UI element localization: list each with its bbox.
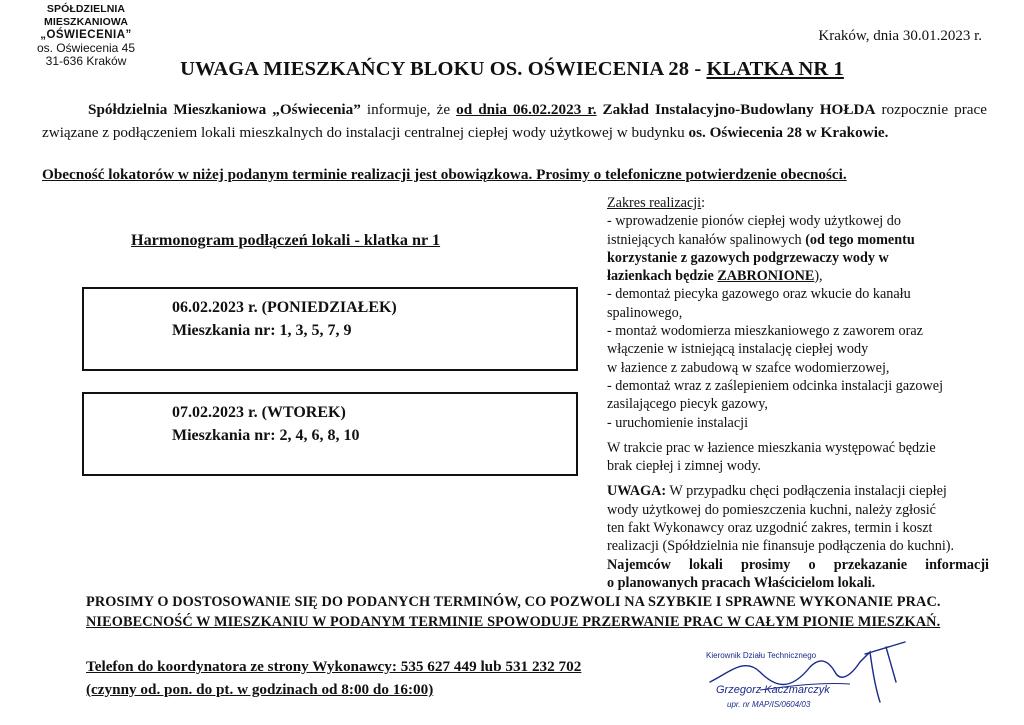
intro-contractor: Zakład Instalacyjno-Budowlany HOŁDA <box>602 101 876 118</box>
scope-item-bold: korzystanie z gazowych podgrzewaczy wody w <box>607 249 889 266</box>
scope-item: - wprowadzenie pionów ciepłej wody użytkowej do <box>607 213 901 230</box>
scope-item: zasilającego piecyk gazowy, <box>607 396 768 413</box>
signature-name: Grzegorz Kaczmarczyk <box>716 684 830 696</box>
signature-role: Kierownik Działu Technicznego <box>706 651 817 660</box>
scope-item-text: istniejących kanałów spalinowych <box>607 231 802 248</box>
intro-from-date: od dnia 06.02.2023 r. <box>456 101 597 118</box>
scope-item: - montaż wodomierza mieszkaniowego z zaworem oraz <box>607 323 923 340</box>
page-title <box>0 58 1024 81</box>
scope-item-bold: łazienkach będzie <box>607 268 714 285</box>
attendance-notice: Obecność lokatorów w niżej podanym terminie realizacji jest obowiązkowa. Prosimy o telefoniczne potwierdzenie obecności. <box>42 166 847 183</box>
intro-company: Spółdzielnia Mieszkaniowa „Oświecenia” <box>88 101 361 118</box>
scope-item: w łazience z zabudową w szafce wodomierzowej, <box>607 359 890 376</box>
coordinator-hours: (czynny od. pon. do pt. w godzinach od 8:00 do 16:00) <box>86 681 434 698</box>
tenants-text: Najemców lokali prosimy o przekazanie informacji <box>607 556 989 573</box>
stamp-line-4: 31-636 Kraków <box>45 54 127 68</box>
intro-text: rozpocznie prace związane z podłączeniem lokali mieszkalnych do instalacji centralnej ciepłej wody użytkowej w budynku <box>42 101 988 141</box>
scope-item-bold: (od tego momentu <box>805 231 915 248</box>
stamp-line-1: SPÓŁDZIELNIA MIESZKANIOWA <box>43 3 129 28</box>
schedule-day-box <box>82 392 578 476</box>
scope-note: brak ciepłej i zimnej wody. <box>607 458 761 475</box>
intro-informs: informuje, że <box>366 101 451 118</box>
uwaga-text: wody użytkowej do pomieszczenia kuchni, należy zgłosić <box>607 501 936 518</box>
scope-item: włączenie w istniejącą instalację ciepłej wody <box>607 341 869 358</box>
tenants-text: o planowanych pracach Właścicielom lokali. <box>607 574 876 591</box>
stamp-line-2: „OŚWIECENIA” <box>40 29 132 41</box>
uwaga-text: ten fakt Wykonawcy oraz uzgodnić zakres, termin i koszt <box>607 520 933 537</box>
schedule-day-box <box>82 287 578 371</box>
document-date: Kraków, dnia 30.01.2023 r. <box>818 28 982 44</box>
bottom-warning: NIEOBECNOŚĆ W MIESZKANIU W PODANYM TERMINIE SPOWODUJE PRZERWANIE PRAC W CAŁYM PIONIE MIESZKAŃ. <box>86 614 941 630</box>
uwaga-text: realizacji (Spółdzielnia nie finansuje podłączenia do kuchni). <box>607 538 955 555</box>
stamp-line-3: os. Oświecenia 45 <box>36 41 136 55</box>
scope-item: - uruchomienie instalacji <box>607 414 749 431</box>
schedule-title: Harmonogram podłączeń lokali - klatka nr 1 <box>131 231 441 249</box>
schedule-day-date: 07.02.2023 r. (WTOREK) <box>172 404 346 421</box>
scope-item-end: ), <box>814 268 823 285</box>
uwaga-label: UWAGA: <box>607 483 667 500</box>
intro-address: os. Oświecenia 28 w Krakowie. <box>688 124 889 141</box>
scope-item: - demontaż piecyka gazowego oraz wkucie do kanału <box>607 286 911 303</box>
scope-of-work <box>607 194 989 592</box>
scope-forbidden: ZABRONIONE <box>717 268 815 285</box>
title-main: UWAGA MIESZKAŃCY BLOKU OS. OŚWIECENIA 28 - <box>180 58 702 80</box>
coordinator-phone: Telefon do koordynatora ze strony Wykonawcy: 535 627 449 lub 531 232 702 <box>86 658 582 675</box>
title-klatka: KLATKA NR 1 <box>706 58 844 80</box>
uwaga-text: W przypadku chęci podłączenia instalacji ciepłej <box>669 483 947 500</box>
scope-note: W trakcie prac w łazience mieszkania występować będzie <box>607 439 936 456</box>
signature-license: upr. nr MAP/IS/0604/03 <box>727 700 811 709</box>
scope-heading: Zakres realizacji <box>607 195 702 211</box>
schedule-day-flats: Mieszkania nr: 1, 3, 5, 7, 9 <box>172 322 352 339</box>
bottom-request: PROSIMY O DOSTOSOWANIE SIĘ DO PODANYCH TERMINÓW, CO POZWOLI NA SZYBKIE I SPRAWNE WYKONANIE PRAC. <box>86 594 941 610</box>
schedule-day-date: 06.02.2023 r. (PONIEDZIAŁEK) <box>172 299 397 316</box>
intro-paragraph <box>42 98 987 144</box>
schedule-day-flats: Mieszkania nr: 2, 4, 6, 8, 10 <box>172 427 360 444</box>
scope-item: - demontaż wraz z zaślepieniem odcinka instalacji gazowej <box>607 377 944 394</box>
scope-heading-colon: : <box>701 195 706 211</box>
scope-item: spalinowego, <box>607 304 683 321</box>
